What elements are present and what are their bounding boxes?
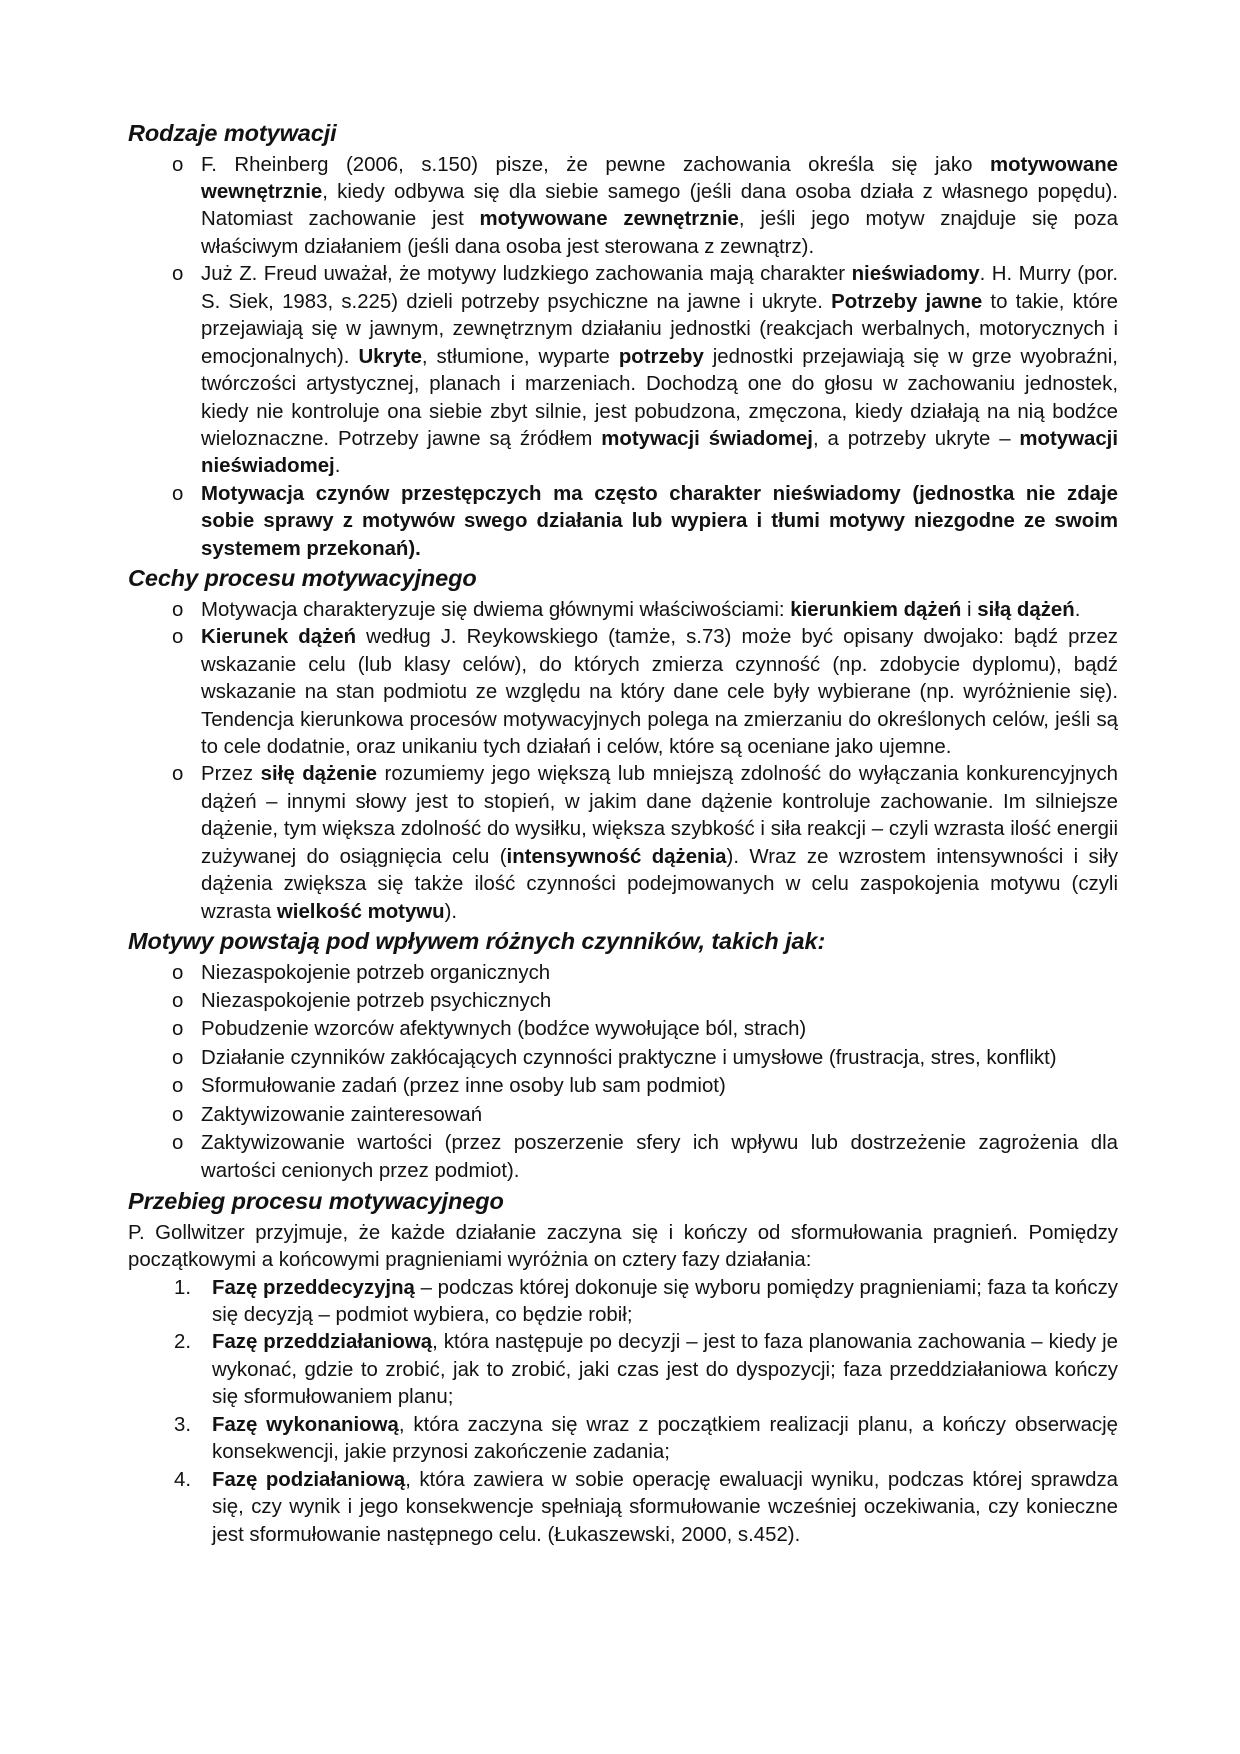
list-item-text: Fazę wykonaniową, która zaczyna się wraz z początkiem realizacji planu, a kończy obserwację konsekwencji, jakie przynosi zakończenie zadania; (212, 1413, 1118, 1464)
bullet-marker: o (172, 598, 184, 621)
list-item (128, 960, 1118, 987)
bullet-marker: o (172, 1103, 184, 1126)
section-heading-rodzaje-motywacji: Rodzaje motywacji (128, 120, 337, 146)
bullet-list-cechy-procesu-motywacyjnego (128, 597, 1118, 926)
list-item (128, 481, 1118, 563)
list-item-text: Niezaspokojenie potrzeb psychicznych (201, 990, 552, 1013)
bullet-marker: o (172, 1075, 184, 1098)
bullet-marker: o (172, 1132, 184, 1155)
bullet-marker: o (172, 961, 184, 984)
bullet-marker: o (172, 990, 184, 1013)
list-item (128, 1073, 1118, 1100)
list-item-text: Pobudzenie wzorców afektywnych (bodźce wywołujące ból, strach) (201, 1018, 807, 1041)
number-marker: 1. (174, 1276, 192, 1299)
list-item-text: Fazę przeddziałaniową, która następuje po decyzji – jest to faza planowania zachowania – kiedy je wykonać, gdzie to zrobić, jak to zrobić, jaki czas jest do dyspozycji; faza przeddziałaniowa kończy się sformułowaniem planu; (212, 1331, 1118, 1409)
list-item-text: F. Rheinberg (2006, s.150) pisze, że pewne zachowania określa się jako motywowane wewnętrznie, kiedy odbywa się dla siebie samego (jeśli dana osoba działa z własnego popędu). Natomiast zachowanie jest motywowane zewnętrznie, jeśli jego motyw znajduje się poza właściwym działaniem (jeśli dana osoba jest sterowana z zewnątrz). (201, 153, 1118, 258)
section-heading-przebieg-procesu-motywacyjnego: Przebieg procesu motywacyjnego (128, 1188, 504, 1215)
list-item (128, 988, 1118, 1015)
number-marker: 3. (174, 1413, 192, 1436)
list-item-text: Kierunek dążeń według J. Reykowskiego (tamże, s.73) może być opisany dwojako: bądź przez wskazanie celu (lub klasy celów), do których zmierza czynność (np. zdobycie dyplomu), bądź wskazanie na stan podmiotu ze względu na który dane cele były wybierane (np. wyróżnienie się). Tendencja kierunkowa procesów motywacyjnych polega na zmierzaniu do określonych celów, jeśli są to cele dodatnie, oraz unikaniu tych działań i celów, które są oceniane jako ujemne. (201, 626, 1118, 758)
bullet-marker: o (172, 153, 184, 176)
list-item-text: Zaktywizowanie wartości (przez poszerzenie sfery ich wpływu lub dostrzeżenie zagrożenia dla wartości cenionych przez podmiot). (201, 1132, 1118, 1182)
list-item-text: Motywacja charakteryzuje się dwiema głównymi właściwościami: kierunkiem dążeń i siłą dążeń. (201, 598, 1081, 621)
list-item-text: Sformułowanie zadań (przez inne osoby lub sam podmiot) (201, 1075, 726, 1098)
list-item-text: Niezaspokojenie potrzeb organicznych (201, 961, 551, 984)
number-marker: 4. (174, 1468, 192, 1491)
list-item (128, 261, 1118, 481)
bullet-marker: o (172, 263, 184, 286)
list-item-text: Już Z. Freud uważał, że motywy ludzkiego zachowania mają charakter nieświadomy. H. Murry (por. S. Siek, 1983, s.225) dzieli potrzeby psychiczne na jawne i ukryte. Potrzeby jawne to takie, które przejawiają się w jawnym, zewnętrznym działaniu jednostki (reakcjach werbalnych, motorycznych i emocjonalnych). Ukryte, stłumione, wyparte potrzeby jednostki przejawiają się w grze wyobraźni, twórczości artystycznej, planach i marzeniach. Dochodzą one do głosu w zachowaniu jednostek, kiedy nie kontroluje ona siebie zbyt silnie, jest pobudzona, zmęczona, kiedy działają na nią bodźce wieloznaczne. Potrzeby jawne są źródłem motywacji świadomej, a potrzeby ukryte – motywacji nieświadomej. (201, 263, 1118, 478)
list-item-text: Zaktywizowanie zainteresowań (201, 1103, 483, 1126)
list-item (128, 1102, 1118, 1129)
list-item (128, 1467, 1118, 1549)
bullet-marker: o (172, 1046, 184, 1069)
list-item (128, 1412, 1118, 1467)
bullet-marker: o (172, 763, 184, 786)
list-item (128, 1016, 1118, 1043)
section-heading-motywy-powstaja: Motywy powstają pod wpływem różnych czynników, takich jak: (128, 928, 826, 954)
bullet-marker: o (172, 482, 184, 505)
list-item-text: Fazę podziałaniową, która zawiera w sobie operację ewaluacji wyniku, podczas której sprawdza się, czy wynik i jego konsekwencje spełniają sformułowanie wcześniej oczekiwania, czy konieczne jest sformułowanie następnego celu. (Łukaszewski, 2000, s.452). (212, 1468, 1118, 1546)
list-item (128, 761, 1118, 926)
list-item (128, 1130, 1118, 1185)
list-item (128, 1045, 1118, 1072)
list-item (128, 597, 1118, 624)
number-marker: 2. (174, 1331, 192, 1354)
list-item (128, 1329, 1118, 1411)
section-heading-cechy-procesu-motywacyjnego: Cechy procesu motywacyjnego (128, 565, 477, 592)
list-item (128, 624, 1118, 761)
list-item (128, 152, 1118, 262)
list-item-text: Fazę przeddecyzyjną – podczas której dokonuje się wyboru pomiędzy pragnieniami; faza ta kończy się decyzją – podmiot wybiera, co będzie robił; (212, 1276, 1118, 1326)
numbered-list-fazy-dzialania (128, 1275, 1118, 1549)
bullet-marker: o (172, 626, 184, 649)
bullet-list-rodzaje-motywacji (128, 152, 1118, 564)
bullet-list-motywy-powstaja (128, 960, 1118, 1186)
document-body (128, 118, 1118, 1549)
bullet-marker: o (172, 1018, 184, 1041)
list-item-text: Działanie czynników zakłócających czynności praktyczne i umysłowe (frustracja, stres, konflikt) (201, 1046, 1057, 1069)
list-item-text: Przez siłę dążenie rozumiemy jego większą lub mniejszą zdolność do wyłączania konkurencyjnych dążeń – innymi słowy jest to stopień, w jakim dane dążenie kontroluje zachowanie. Im silniejsze dążenie, tym większa zdolność do wysiłku, większa szybkość i siła reakcji – czyli wzrasta ilość energii zużywanej do osiągnięcia celu (intensywność dążenia). Wraz ze wzrostem intensywności i siły dążenia zwiększa się także ilość czynności podejmowanych w celu zaspokojenia motywu (czyli wzrasta wielkość motywu). (201, 763, 1119, 923)
section-intro-paragraph: P. Gollwitzer przyjmuje, że każde działanie zaczyna się i kończy od sformułowania pragnień. Pomiędzy początkowymi a końcowymi pragnieniami wyróżnia on cztery fazy działania: (128, 1221, 1118, 1272)
list-item (128, 1275, 1118, 1330)
list-item-text: Motywacja czynów przestępczych ma często charakter nieświadomy (jednostka nie zdaje sobie sprawy z motywów swego działania lub wypiera i tłumi motywy niezgodne ze swoim systemem przekonań). (201, 482, 1118, 560)
